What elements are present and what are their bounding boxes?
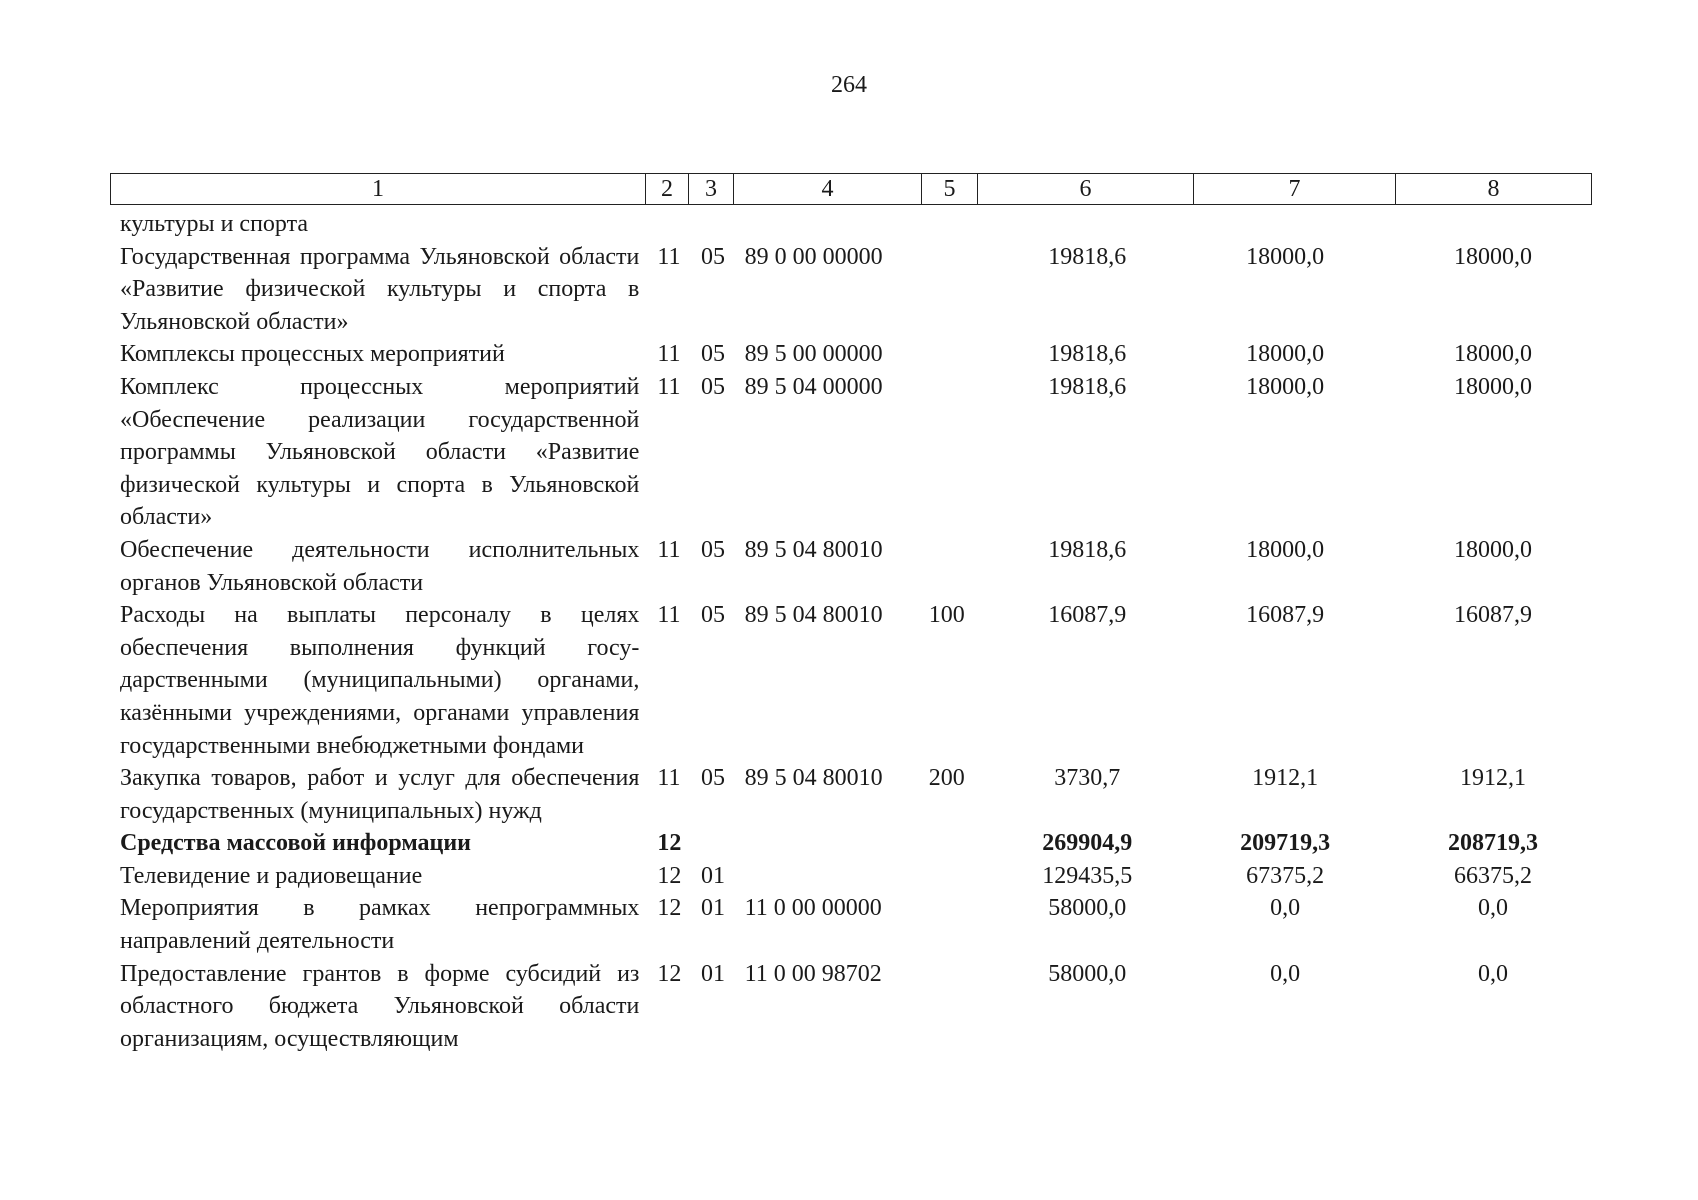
row-col-6: 129435,5: [1042, 862, 1133, 889]
row-col-3: 05: [701, 243, 725, 270]
column-header-6: 6: [978, 174, 1194, 204]
table-header: [110, 173, 1592, 205]
column-header-2: 2: [646, 174, 689, 204]
row-col-3: 05: [701, 602, 725, 629]
table-body: [110, 208, 1592, 1055]
row-col-6: 19818,6: [1048, 243, 1127, 270]
row-col-8: 18000,0: [1454, 243, 1533, 270]
row-col-2: 11: [657, 765, 681, 792]
row-col-4: 89 5 04 00000: [744, 373, 883, 400]
row-name: культуры и спорта: [120, 211, 309, 237]
row-col-6: 3730,7: [1054, 765, 1121, 792]
table-row-section-mass-media: [110, 827, 1592, 860]
row-col-7: 16087,9: [1246, 602, 1325, 629]
row-col-7: 18000,0: [1246, 341, 1325, 368]
row-col-2: 12: [657, 862, 682, 889]
row-col-8: 208719,3: [1448, 830, 1539, 857]
row-col-6: 19818,6: [1048, 536, 1127, 563]
table-row: [110, 762, 1592, 827]
row-name: Комплексы процессных мероприятий: [120, 341, 505, 368]
row-col-4: 89 5 04 80010: [744, 765, 883, 792]
row-col-8: 16087,9: [1454, 602, 1533, 629]
row-col-4: 11 0 00 00000: [744, 895, 882, 922]
row-col-2: 12: [657, 960, 682, 987]
row-col-8: 18000,0: [1454, 373, 1533, 400]
row-col-7: 209719,3: [1240, 830, 1331, 857]
row-col-6: 269904,9: [1042, 830, 1133, 857]
row-col-7: 18000,0: [1246, 536, 1325, 563]
row-name: Мероприятия в рамках непрограммных направлений деятельности: [120, 895, 640, 955]
row-col-7: 0,0: [1270, 960, 1301, 987]
row-col-3: 01: [701, 960, 725, 987]
row-col-2: 11: [657, 373, 681, 400]
row-col-3: 01: [701, 862, 725, 889]
row-col-3: 05: [701, 373, 725, 400]
row-col-3: 05: [701, 765, 725, 792]
row-col-8: 0,0: [1478, 895, 1509, 922]
row-col-2: 11: [657, 243, 681, 270]
table-row: [110, 860, 1592, 893]
row-name: Обеспечение деятельности исполнительных органов Ульяновской области: [120, 536, 640, 596]
row-name: Телевидение и радиовещание: [120, 862, 423, 889]
row-name: Средства массовой информации: [120, 830, 471, 857]
row-col-8: 1912,1: [1460, 765, 1527, 792]
column-header-5: 5: [922, 174, 978, 204]
column-header-7: 7: [1194, 174, 1396, 204]
table-row: [110, 599, 1592, 762]
row-name: Расходы на выплаты персоналу в целях обеспечения выполнения функций государственными (муниципальными) органами, казёнными учреждениями, органами управления государственными внебюджетными фондами: [120, 602, 640, 759]
row-col-6: 19818,6: [1048, 373, 1127, 400]
row-name: Предоставление грантов в форме субсидий из областного бюджета Ульяновской области организациям, осуществляющим: [120, 960, 640, 1052]
column-header-8: 8: [1487, 176, 1500, 202]
row-col-6: 58000,0: [1048, 895, 1127, 922]
page-number: 264: [831, 72, 867, 98]
row-col-2: 12: [657, 895, 682, 922]
row-col-3: 05: [701, 341, 725, 368]
table-row: [110, 241, 1592, 339]
row-col-3: 01: [701, 895, 725, 922]
row-col-4: 89 0 00 00000: [744, 243, 883, 270]
row-col-4: 89 5 00 00000: [744, 341, 883, 368]
row-col-7: 18000,0: [1246, 243, 1325, 270]
table-row: [110, 208, 1592, 241]
row-col-8: 18000,0: [1454, 536, 1533, 563]
row-name: Закупка товаров, работ и услуг для обеспечения государственных (муниципальных) нужд: [120, 765, 640, 824]
row-name: Комплекс процессных мероприятий «Обеспечение реализации государственной программы Ульяновской области «Развитие физической культуры и спорта в Ульяновской области»: [120, 373, 640, 531]
row-col-6: 58000,0: [1048, 960, 1127, 987]
table-row: [110, 534, 1592, 599]
row-col-5: 100: [928, 602, 965, 629]
column-header-3: 3: [689, 174, 734, 204]
row-col-6: 19818,6: [1048, 341, 1127, 368]
row-name: Государственная программа Ульяновской области «Развитие физической культуры и спорта в Ульяновской области»: [120, 243, 640, 335]
table-row: [110, 338, 1592, 371]
row-col-8: 0,0: [1478, 960, 1509, 987]
row-col-7: 67375,2: [1246, 862, 1325, 889]
row-col-2: 11: [657, 341, 681, 368]
row-col-2: 12: [657, 830, 682, 857]
row-col-7: 18000,0: [1246, 373, 1325, 400]
table-row: [110, 892, 1592, 957]
row-col-8: 66375,2: [1454, 862, 1533, 889]
column-header-1: 1: [111, 174, 646, 204]
table-row: [110, 958, 1592, 1056]
row-col-2: 11: [657, 536, 681, 563]
row-col-4: 11 0 00 98702: [744, 960, 882, 987]
column-header-4: 4: [734, 174, 922, 204]
table-row: [110, 371, 1592, 534]
row-col-4: 89 5 04 80010: [744, 536, 883, 563]
row-col-5: 200: [928, 765, 965, 792]
row-col-4: 89 5 04 80010: [744, 602, 883, 629]
row-col-3: 05: [701, 536, 725, 563]
row-col-7: 1912,1: [1252, 765, 1319, 792]
row-col-8: 18000,0: [1454, 341, 1533, 368]
row-col-2: 11: [657, 602, 681, 629]
row-col-6: 16087,9: [1048, 602, 1127, 629]
row-col-7: 0,0: [1270, 895, 1301, 922]
